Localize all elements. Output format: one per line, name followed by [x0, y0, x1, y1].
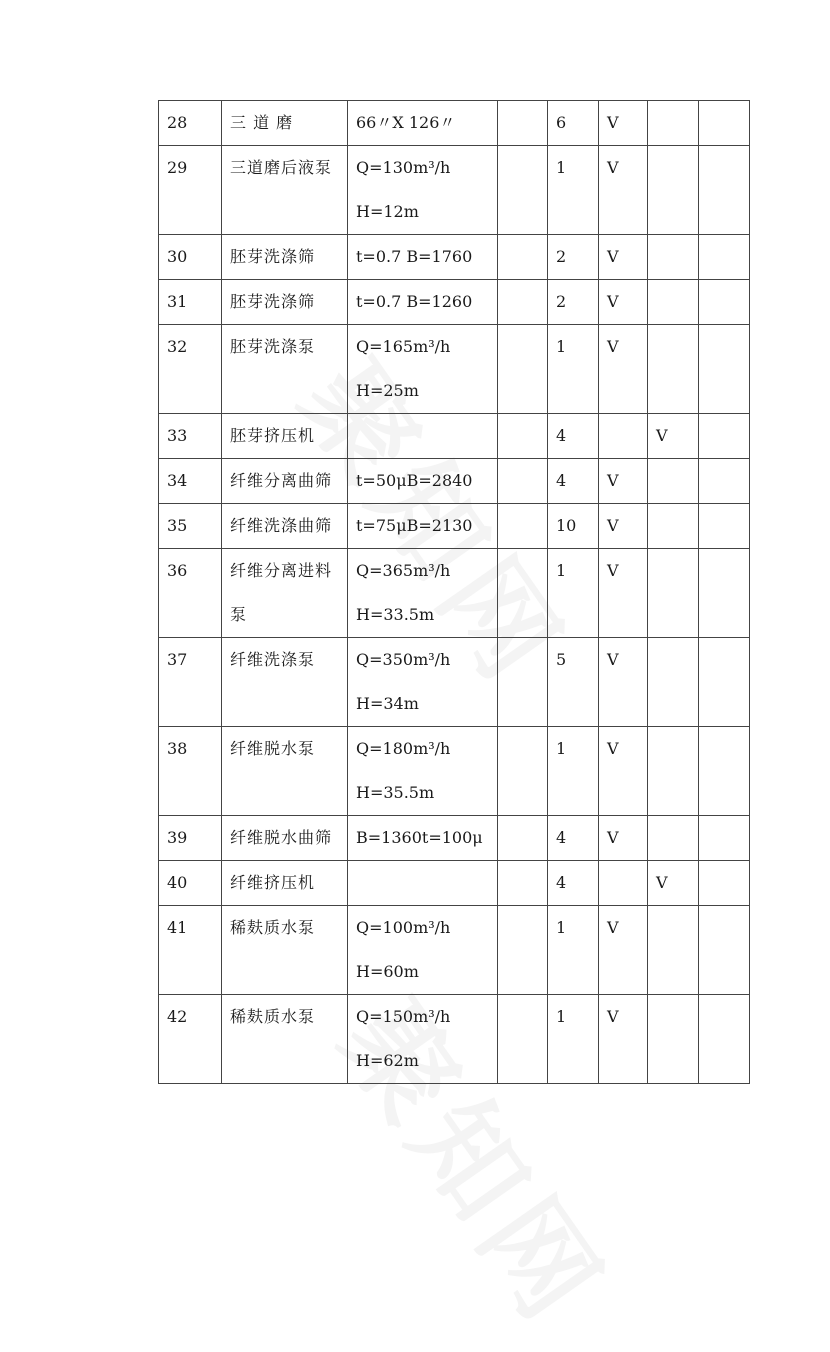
cell-empty: [498, 459, 548, 504]
cell-quantity: 1: [548, 727, 599, 816]
cell-name: [222, 504, 348, 549]
cell-check-b: [648, 101, 699, 146]
cell-empty: [498, 816, 548, 861]
cell-spec: [348, 995, 498, 1084]
name-line: 纤维脱水泵: [230, 739, 316, 758]
cell-quantity: 6: [548, 101, 599, 146]
table-row: [159, 549, 750, 638]
cell-quantity: 1: [548, 995, 599, 1084]
name-line: 胚芽洗涤筛: [230, 247, 316, 266]
name-line: 纤维挤压机: [230, 873, 316, 892]
cell-check-a: V: [599, 459, 648, 504]
table-row: [159, 325, 750, 414]
cell-name: [222, 727, 348, 816]
cell-check-b: [648, 504, 699, 549]
cell-name: [222, 995, 348, 1084]
cell-quantity: 4: [548, 816, 599, 861]
cell-spec: [348, 549, 498, 638]
table-row: [159, 414, 750, 459]
cell-check-b: [648, 325, 699, 414]
cell-spec: [348, 101, 498, 146]
cell-name: [222, 638, 348, 727]
cell-check-b: [648, 906, 699, 995]
cell-empty: [498, 280, 548, 325]
cell-check-a: V: [599, 727, 648, 816]
cell-quantity: 1: [548, 325, 599, 414]
cell-check-b: [648, 549, 699, 638]
cell-number: 34: [159, 459, 222, 504]
table-row: [159, 995, 750, 1084]
name-line: 三 道 磨: [230, 113, 294, 132]
name-line: 胚芽洗涤泵: [230, 337, 316, 356]
table-row: [159, 146, 750, 235]
cell-name: [222, 280, 348, 325]
cell-quantity: 4: [548, 414, 599, 459]
table-row: [159, 504, 750, 549]
cell-spec: [348, 146, 498, 235]
cell-number: 40: [159, 861, 222, 906]
cell-empty: [699, 638, 750, 727]
cell-quantity: 1: [548, 146, 599, 235]
cell-quantity: 5: [548, 638, 599, 727]
cell-number: 38: [159, 727, 222, 816]
spec-line: Q=365m³/h: [356, 561, 451, 580]
spec-line: H=62m: [356, 1051, 419, 1070]
cell-empty: [699, 414, 750, 459]
cell-quantity: 10: [548, 504, 599, 549]
cell-name: [222, 816, 348, 861]
cell-name: [222, 101, 348, 146]
spec-line: Q=180m³/h: [356, 739, 451, 758]
cell-name: [222, 459, 348, 504]
cell-name: [222, 861, 348, 906]
cell-number: 35: [159, 504, 222, 549]
cell-empty: [498, 727, 548, 816]
cell-empty: [498, 414, 548, 459]
cell-spec: [348, 459, 498, 504]
cell-check-a: V: [599, 549, 648, 638]
table-row: [159, 906, 750, 995]
spec-line: H=34m: [356, 694, 419, 713]
name-line: 纤维分离曲筛: [230, 471, 333, 490]
spec-line: H=60m: [356, 962, 419, 981]
cell-spec: [348, 280, 498, 325]
cell-quantity: 2: [548, 235, 599, 280]
spec-line: 66〃X 126〃: [356, 113, 456, 132]
cell-quantity: 4: [548, 459, 599, 504]
cell-check-a: V: [599, 101, 648, 146]
cell-check-b: [648, 816, 699, 861]
table-row: [159, 638, 750, 727]
cell-empty: [498, 325, 548, 414]
cell-check-b: V: [648, 861, 699, 906]
cell-empty: [498, 906, 548, 995]
cell-empty: [699, 235, 750, 280]
spec-line: H=12m: [356, 202, 419, 221]
cell-check-a: V: [599, 995, 648, 1084]
cell-name: [222, 146, 348, 235]
cell-check-a: V: [599, 638, 648, 727]
cell-number: 41: [159, 906, 222, 995]
cell-empty: [498, 504, 548, 549]
cell-number: 31: [159, 280, 222, 325]
cell-check-b: [648, 995, 699, 1084]
table-row: [159, 235, 750, 280]
cell-empty: [699, 906, 750, 995]
cell-number: 32: [159, 325, 222, 414]
cell-check-b: [648, 638, 699, 727]
table-row: [159, 816, 750, 861]
name-line: 稀麸质水泵: [230, 1007, 316, 1026]
cell-spec: [348, 325, 498, 414]
cell-empty: [699, 459, 750, 504]
cell-empty: [699, 325, 750, 414]
spec-line: H=25m: [356, 381, 419, 400]
cell-check-a: V: [599, 816, 648, 861]
cell-spec: [348, 861, 498, 906]
table-row: [159, 861, 750, 906]
cell-check-a: V: [599, 280, 648, 325]
cell-empty: [699, 146, 750, 235]
cell-check-a: V: [599, 146, 648, 235]
equipment-table: [158, 100, 750, 1084]
cell-quantity: 4: [548, 861, 599, 906]
cell-check-b: [648, 459, 699, 504]
cell-check-b: [648, 146, 699, 235]
cell-check-a: [599, 861, 648, 906]
cell-empty: [699, 101, 750, 146]
cell-number: 36: [159, 549, 222, 638]
cell-empty: [498, 146, 548, 235]
cell-spec: [348, 906, 498, 995]
cell-spec: [348, 638, 498, 727]
cell-quantity: 1: [548, 549, 599, 638]
cell-empty: [498, 549, 548, 638]
table-row: [159, 101, 750, 146]
spec-line: t=50μB=2840: [356, 471, 473, 490]
cell-check-b: V: [648, 414, 699, 459]
cell-spec: [348, 414, 498, 459]
cell-empty: [699, 280, 750, 325]
cell-check-b: [648, 727, 699, 816]
cell-empty: [699, 504, 750, 549]
cell-empty: [498, 101, 548, 146]
spec-line: Q=130m³/h: [356, 158, 451, 177]
cell-empty: [498, 995, 548, 1084]
spec-line: [356, 861, 497, 905]
table-row: [159, 280, 750, 325]
cell-spec: [348, 727, 498, 816]
name-line: 三道磨后液泵: [230, 158, 333, 177]
cell-check-a: V: [599, 504, 648, 549]
cell-name: [222, 906, 348, 995]
cell-empty: [699, 816, 750, 861]
name-line: 胚芽洗涤筛: [230, 292, 316, 311]
spec-line: Q=150m³/h: [356, 1007, 451, 1026]
cell-name: [222, 325, 348, 414]
spec-line: B=1360t=100μ: [356, 828, 483, 847]
name-line: 纤维脱水曲筛: [230, 828, 333, 847]
spec-line: t=0.7 B=1260: [356, 292, 473, 311]
cell-number: 39: [159, 816, 222, 861]
cell-check-a: [599, 414, 648, 459]
spec-line: H=35.5m: [356, 783, 435, 802]
cell-number: 29: [159, 146, 222, 235]
cell-empty: [699, 861, 750, 906]
table-row: [159, 727, 750, 816]
cell-check-a: V: [599, 906, 648, 995]
cell-name: [222, 235, 348, 280]
cell-check-b: [648, 235, 699, 280]
cell-name: [222, 549, 348, 638]
spec-line: [356, 414, 497, 458]
spec-line: Q=350m³/h: [356, 650, 451, 669]
spec-line: Q=165m³/h: [356, 337, 451, 356]
spec-line: t=0.7 B=1760: [356, 247, 473, 266]
cell-number: 28: [159, 101, 222, 146]
cell-empty: [699, 549, 750, 638]
name-line: 泵: [230, 605, 248, 624]
name-line: 胚芽挤压机: [230, 426, 316, 445]
cell-check-b: [648, 280, 699, 325]
cell-quantity: 1: [548, 906, 599, 995]
name-line: 纤维洗涤曲筛: [230, 516, 333, 535]
name-line: 纤维分离进料: [230, 561, 333, 580]
table-row: [159, 459, 750, 504]
cell-number: 30: [159, 235, 222, 280]
spec-line: Q=100m³/h: [356, 918, 451, 937]
cell-number: 33: [159, 414, 222, 459]
name-line: 稀麸质水泵: [230, 918, 316, 937]
cell-empty: [498, 235, 548, 280]
table-body: [159, 101, 750, 1084]
cell-quantity: 2: [548, 280, 599, 325]
cell-spec: [348, 235, 498, 280]
cell-check-a: V: [599, 325, 648, 414]
cell-number: 42: [159, 995, 222, 1084]
cell-check-a: V: [599, 235, 648, 280]
cell-spec: [348, 816, 498, 861]
cell-name: [222, 414, 348, 459]
cell-empty: [699, 995, 750, 1084]
cell-number: 37: [159, 638, 222, 727]
cell-empty: [699, 727, 750, 816]
cell-empty: [498, 861, 548, 906]
cell-spec: [348, 504, 498, 549]
name-line: 纤维洗涤泵: [230, 650, 316, 669]
spec-line: H=33.5m: [356, 605, 435, 624]
spec-line: t=75μB=2130: [356, 516, 473, 535]
cell-empty: [498, 638, 548, 727]
